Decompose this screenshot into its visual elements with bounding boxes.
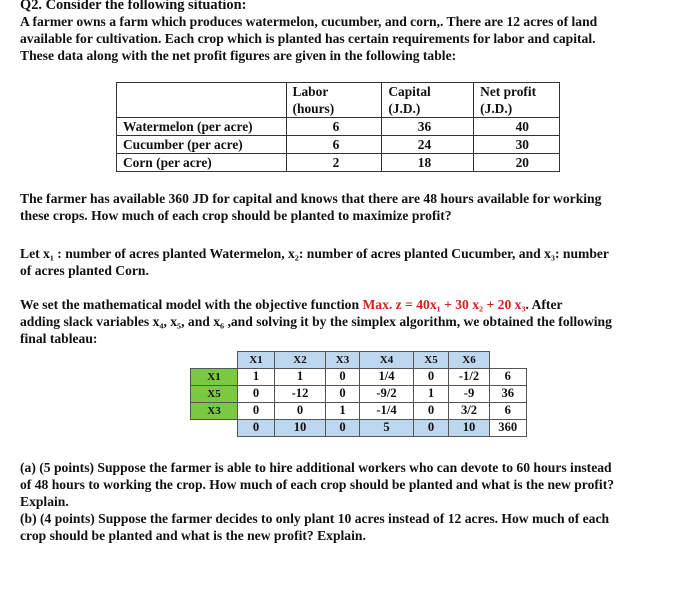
part-b-line-1: (b) (4 points) Suppose the farmer decides to only plant 10 acres instead of 12 acres. How much of each — [20, 511, 610, 526]
model-line-3: final tableau: — [20, 331, 98, 346]
capital-value: 18 — [382, 154, 474, 172]
table-row: X3 0 0 1 -1/4 0 3/2 6 — [191, 402, 527, 419]
intro-line-1: A farmer owns a farm which produces watermelon, cucumber, and corn,. There are 12 acres of land — [20, 14, 598, 29]
table-row: X5 0 -12 0 -9/2 1 -9 36 — [191, 385, 527, 402]
intro-line-3: These data along with the net profit figures are given in the following table: — [20, 48, 457, 63]
header-profit: Net profit (J.D.) — [474, 83, 560, 118]
variables-line-2: of acres planted Corn. — [20, 263, 149, 278]
model-line-1: We set the mathematical model with the objective function Max. z = 40x₁ + 30 x₂ + 20 x₃. After — [20, 297, 563, 312]
col-header: X5 — [414, 352, 449, 369]
row-label: Corn (per acre) — [117, 154, 287, 172]
crop-data-table — [116, 82, 560, 172]
question-title: Q2. Consider the following situation: — [20, 0, 247, 13]
part-a-line-2: of 48 hours to working the crop. How much of each crop should be planted and what is the new profit? — [20, 477, 615, 492]
basic-variable: X1 — [191, 368, 238, 385]
labor-value: 6 — [286, 136, 382, 154]
table-corner-cell — [117, 83, 287, 118]
variables-line-1: Let x₁ : number of acres planted Watermelon, x₂: number of acres planted Cucumber, and x₃: number — [20, 246, 609, 261]
capital-paragraph-line-1: The farmer has available 360 JD for capital and knows that there are 48 hours available for working — [20, 191, 602, 206]
table-header-row — [117, 83, 560, 118]
basic-variable: X3 — [191, 402, 238, 419]
simplex-tableau — [190, 351, 527, 437]
col-header: X1 — [238, 352, 275, 369]
basic-variable: X5 — [191, 385, 238, 402]
labor-value: 2 — [286, 154, 382, 172]
capital-paragraph-line-2: these crops. How much of each crop should be planted to maximize profit? — [20, 208, 452, 223]
table-row: X1 1 1 0 1/4 0 -1/2 6 — [191, 368, 527, 385]
profit-value: 30 — [474, 136, 560, 154]
rhs-value: 36 — [490, 385, 527, 402]
header-capital: Capital (J.D.) — [382, 83, 474, 118]
col-header: X6 — [449, 352, 490, 369]
capital-value: 36 — [382, 118, 474, 136]
rhs-value: 6 — [490, 368, 527, 385]
capital-value: 24 — [382, 136, 474, 154]
part-b-line-2: crop should be planted and what is the new profit? Explain. — [20, 528, 366, 543]
z-row: 0 10 0 5 0 10 360 — [191, 419, 527, 436]
profit-value: 20 — [474, 154, 560, 172]
rhs-value: 6 — [490, 402, 527, 419]
z-value: 360 — [490, 419, 527, 436]
intro-line-2: available for cultivation. Each crop which is planted has certain requirements for labor and capital. — [20, 31, 596, 46]
table-row — [117, 118, 560, 136]
col-header: X4 — [360, 352, 414, 369]
model-line-2: adding slack variables x₄, x₅, and x₆ ,and solving it by the simplex algorithm, we obtained the following — [20, 314, 612, 329]
row-label: Cucumber (per acre) — [117, 136, 287, 154]
table-row — [117, 136, 560, 154]
part-a-line-1: (a) (5 points) Suppose the farmer is able to hire additional workers who can devote to 60 hours instead — [20, 460, 612, 475]
labor-value: 6 — [286, 118, 382, 136]
profit-value: 40 — [474, 118, 560, 136]
part-a-line-3: Explain. — [20, 494, 69, 509]
header-labor: Labor (hours) — [286, 83, 382, 118]
tableau-header-row — [191, 352, 527, 369]
row-label: Watermelon (per acre) — [117, 118, 287, 136]
col-header: X2 — [275, 352, 326, 369]
objective-function: Max. z = 40x₁ + 30 x₂ + 20 x₃ — [362, 297, 526, 312]
col-header: X3 — [326, 352, 360, 369]
table-row — [117, 154, 560, 172]
